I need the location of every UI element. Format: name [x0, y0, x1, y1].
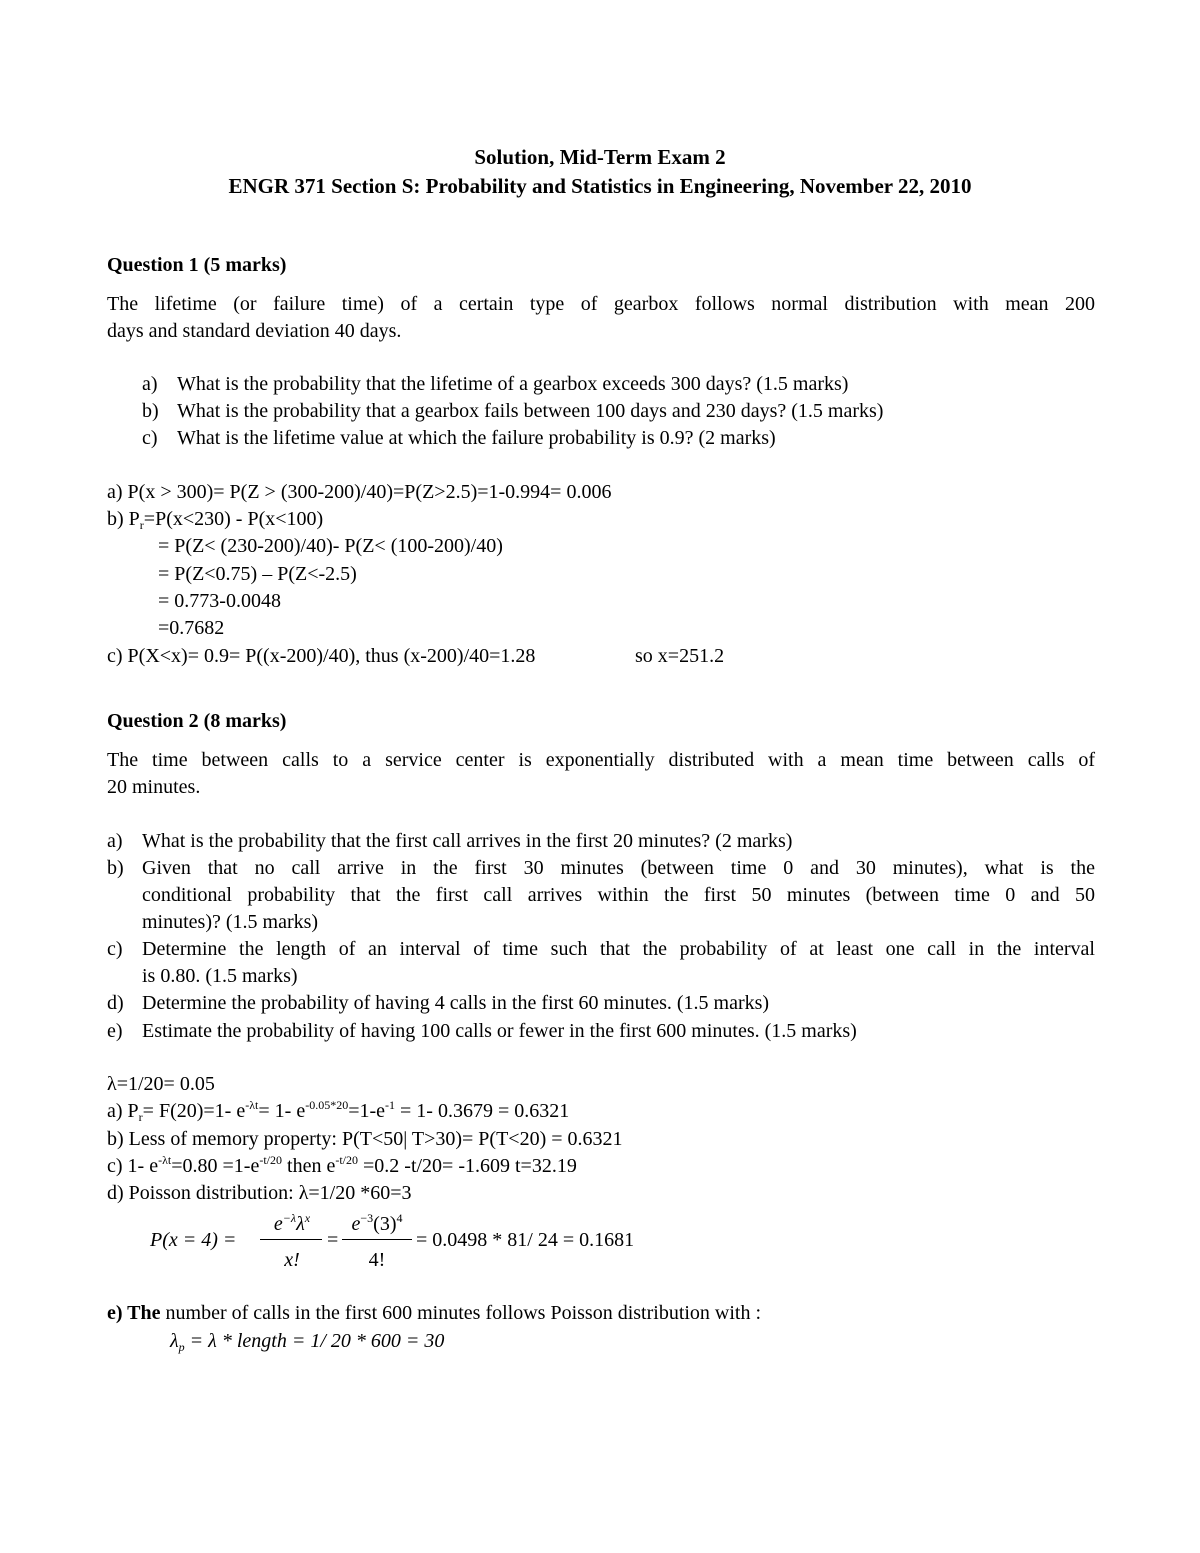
poisson-formula-denominator-1: x!: [284, 1249, 300, 1271]
q2-sol-a-part-4: =1-e: [348, 1100, 386, 1122]
num1-tail-exp: x: [304, 1211, 311, 1225]
page-title: Solution, Mid-Term Exam 2: [474, 145, 726, 169]
fraction-bar-1: [260, 1239, 322, 1240]
q2-sol-c-part-3: then e: [282, 1155, 336, 1177]
q2-part-c-line-2: is 0.80. (1.5 marks): [142, 965, 298, 987]
q2-lambda-line: λ=1/20= 0.05: [107, 1073, 215, 1095]
poisson-formula-numerator-2: [342, 1211, 412, 1235]
q2-sol-a-part-2: = F(20)=1- e: [142, 1100, 246, 1122]
num2-exp: −3: [360, 1211, 374, 1225]
q1-solution-b-sub: r: [139, 518, 144, 532]
q2-sol-c-part-2: =0.80 =1-e: [171, 1155, 260, 1177]
q2-sol-c-exp-2: -t/20: [259, 1153, 283, 1167]
q1-part-b-text: What is the probability that a gearbox fails between 100 days and 230 days? (1.5 marks): [177, 400, 884, 422]
num2-tail: (3): [373, 1213, 397, 1235]
num1-exp: −λ: [282, 1211, 297, 1225]
q1-solution-b-prefix: b) P: [107, 508, 140, 530]
q2-part-a-label: a): [107, 830, 123, 852]
q2-part-b-label: b): [107, 857, 124, 879]
num2-base: e: [351, 1213, 361, 1235]
poisson-formula-equals: =: [327, 1229, 339, 1251]
q2-sol-a-sub: r: [138, 1110, 143, 1124]
q2-solution-e: [107, 1303, 761, 1323]
q2-part-c-label: c): [107, 938, 123, 960]
page-subtitle: ENGR 371 Section S: Probability and Statistics in Engineering, November 22, 2010: [228, 174, 972, 198]
q1-part-a-label: a): [142, 373, 158, 395]
question-1-intro-line-2: days and standard deviation 40 days.: [107, 320, 402, 342]
q2-sol-c-part-4: =0.2 -t/20= -1.609 t=32.19: [358, 1155, 577, 1177]
lambda-p-sub: p: [178, 1340, 185, 1354]
q2-sol-a-exp-3: -1: [385, 1098, 396, 1112]
q2-sol-a-part-5: = 1- 0.3679 = 0.6321: [395, 1100, 570, 1122]
q2-part-b-line-2: conditional probability that the first call arrives within the first 50 minutes (between time 0 and 50: [142, 884, 1095, 906]
question-2-intro-line-2: 20 minutes.: [107, 776, 201, 798]
q2-sol-e-rest: number of calls in the first 600 minutes follows Poisson distribution with :: [160, 1302, 762, 1324]
q1-part-c-label: c): [142, 427, 158, 449]
q2-sol-a-exp-2: -0.05*20: [305, 1098, 349, 1112]
fraction-bar-2: [342, 1239, 412, 1240]
q2-sol-c-part-1: c) 1- e: [107, 1155, 159, 1177]
q2-sol-e-bold: e) The: [107, 1302, 161, 1324]
num1-base: e: [273, 1213, 283, 1235]
num2-tail-exp: 4: [396, 1211, 403, 1225]
q1-part-a-text: What is the probability that the lifetime of a gearbox exceeds 300 days? (1.5 marks): [177, 373, 849, 395]
q1-solution-c-result: so x=251.2: [635, 645, 725, 667]
question-1-heading: Question 1 (5 marks): [107, 254, 287, 276]
poisson-formula-numerator-1: [262, 1211, 322, 1235]
poisson-formula-lhs: P(x = 4) =: [150, 1229, 237, 1251]
question-2-intro-line-1: The time between calls to a service center is exponentially distributed with a mean time between calls of: [107, 749, 1095, 771]
question-2-heading: Question 2 (8 marks): [107, 710, 287, 732]
q1-solution-b-step-1: = P(Z< (230-200)/40)- P(Z< (100-200)/40): [158, 535, 503, 557]
question-1-intro-line-1: The lifetime (or failure time) of a certain type of gearbox follows normal distribution with mean 200: [107, 293, 1095, 315]
q1-solution-b-step-3: = 0.773-0.0048: [158, 590, 281, 612]
q1-solution-b-rest: =P(x<230) - P(x<100): [143, 508, 324, 530]
q2-part-d-text: Determine the probability of having 4 calls in the first 60 minutes. (1.5 marks): [142, 992, 770, 1014]
q2-solution-c: [107, 1153, 577, 1177]
q2-sol-c-exp-1: -λt: [158, 1153, 172, 1167]
q2-part-a-text: What is the probability that the first call arrives in the first 20 minutes? (2 marks): [142, 830, 793, 852]
q1-solution-b-step-4: =0.7682: [158, 617, 225, 639]
num1-tail: λ: [296, 1213, 305, 1235]
poisson-formula-rhs: = 0.0498 * 81/ 24 = 0.1681: [416, 1229, 635, 1251]
lambda-p-rest: = λ * length = 1/ 20 * 600 = 30: [189, 1330, 445, 1352]
q2-part-b-line-1: Given that no call arrive in the first 30 minutes (between time 0 and 30 minutes), what is the: [142, 857, 1095, 879]
q2-part-e-label: e): [107, 1020, 123, 1042]
q2-solution-a: [107, 1098, 570, 1124]
q2-solution-d: d) Poisson distribution: λ=1/20 *60=3: [107, 1182, 412, 1204]
q2-sol-a-exp-1: -λt: [245, 1098, 259, 1112]
q1-solution-c: c) P(X<x)= 0.9= P((x-200)/40), thus (x-200)/40=1.28: [107, 645, 536, 667]
q1-part-c-text: What is the lifetime value at which the failure probability is 0.9? (2 marks): [177, 427, 776, 449]
q2-sol-a-part-3: = 1- e: [258, 1100, 306, 1122]
q1-solution-a: a) P(x > 300)= P(Z > (300-200)/40)=P(Z>2.5)=1-0.994= 0.006: [107, 481, 612, 503]
q2-part-b-line-3: minutes)? (1.5 marks): [142, 911, 319, 933]
poisson-formula-denominator-2: 4!: [368, 1249, 386, 1271]
q2-part-e-text: Estimate the probability of having 100 calls or fewer in the first 600 minutes. (1.5 marks): [142, 1020, 857, 1042]
q2-part-c-line-1: Determine the length of an interval of time such that the probability of at least one call in the interval: [142, 938, 1095, 960]
q1-part-b-label: b): [142, 400, 159, 422]
q2-sol-a-part-1: a) P: [107, 1100, 139, 1122]
q1-solution-b: [107, 508, 324, 532]
lambda-p-symbol: λ: [170, 1330, 179, 1352]
q1-solution-b-step-2: = P(Z<0.75) – P(Z<-2.5): [158, 563, 357, 585]
lambda-p-formula: [170, 1330, 445, 1354]
q2-part-d-label: d): [107, 992, 124, 1014]
q2-sol-c-exp-3: -t/20: [335, 1153, 358, 1167]
q2-solution-b: b) Less of memory property: P(T<50| T>30)= P(T<20) = 0.6321: [107, 1128, 623, 1150]
